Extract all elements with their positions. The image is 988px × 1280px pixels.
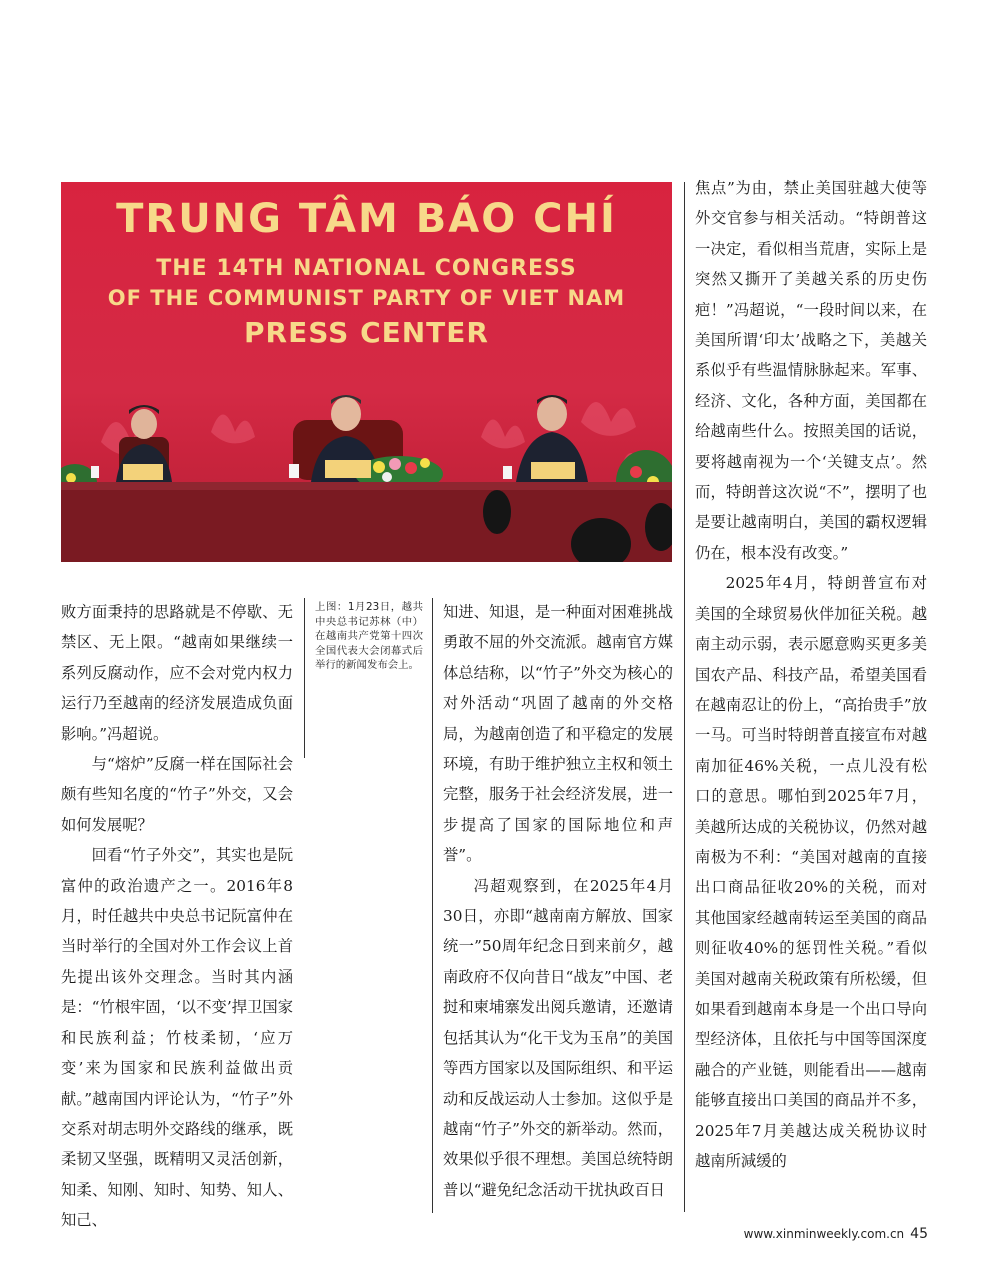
paragraph: 焦点”为由，禁止美国驻越大使等外交官参与相关活动。“特朗普这一决定，看似相当荒唐，实际上是突然又撕开了美越关系的历史伤疤！”冯超说，“一段时间以来，在美国所谓‘印太’战略之下，美越关系似乎有些温情脉脉起来。军事、经济、文化，各种方面，美国都在给越南些什么。按照美国的话说，要将越南视为一个‘关键支点’。然而，特朗普这次说“不”，摆明了也是要让越南明白，美国的霸权逻辑仍在，根本没有改变。” — [695, 179, 927, 562]
paragraph: 与“熔炉”反腐一样在国际社会颇有些知名度的“竹子”外交，又会如何发展呢？ — [61, 755, 293, 834]
caption-rule-left — [304, 598, 305, 758]
banner-press-center: PRESS CENTER — [244, 316, 489, 349]
paragraph: 知进、知退，是一种面对困难挑战勇敢不屈的外交流派。越南官方媒体总结称，以“竹子”外交为核心的对外活动“巩固了越南的外交格局，为越南创造了和平稳定的发展环境，有助于维护独立主权和领土完整，服务于社会经济发展，进一步提高了国家的国际地位和声誉”。 — [443, 603, 673, 865]
banner-party-line: OF THE COMMUNIST PARTY OF VIET NAM — [107, 286, 626, 310]
photo-caption: 上图：1月23日，越共中央总书记苏林（中）在越南共产党第十四次全国代表大会闭幕式后举行的新闻发布会上。 — [315, 601, 423, 672]
nameplate — [123, 464, 163, 480]
text-column-1 — [61, 597, 293, 1236]
text-column-3 — [695, 173, 927, 1176]
nameplate — [325, 460, 371, 478]
page-number: 45 — [910, 1226, 928, 1242]
banner-congress-line: THE 14TH NATIONAL CONGRESS — [156, 256, 577, 281]
paragraph: 回看“竹子外交”，其实也是阮富仲的政治遗产之一。2016年8月，时任越共中央总书记阮富仲在当时举行的全国对外工作会议上首先提出该外交理念。当时其内涵是：“竹根牢固，‘以不变’捍卫国家和民族利益；竹枝柔韧，‘应万变’来为国家和民族利益做出贡献。”越南国内评论认为，“竹子”外交系对胡志明外交路线的继承，既柔韧又坚强，既精明又灵活创新，知柔、知刚、知时、知势、知人、知己、 — [61, 846, 293, 1230]
paragraph: 败方面秉持的思路就是不停歇、无禁区、无上限。“越南如果继续一系列反腐动作，应不会对党内权力运行乃至越南的经济发展造成负面影响。”冯超说。 — [61, 603, 293, 743]
page-footer — [744, 1226, 928, 1242]
footer-url: www.xinminweekly.com.cn — [743, 1227, 905, 1241]
press-conference-photo — [61, 182, 672, 562]
paragraph: 冯超观察到，在2025年4月30日，亦即“越南南方解放、国家统一”50周年纪念日到来前夕，越南政府不仅向昔日“战友”中国、老挝和柬埔寨发出阅兵邀请，还邀请包括其认为“化干戈为玉帛”的美国等西方国家以及国际组织、和平运动和反战运动人士参加。这似乎是越南“竹子”外交的新举动。然而，效果似乎很不理想。美国总统特朗普以“避免纪念活动干扰执政百日 — [443, 876, 673, 1199]
paragraph: 2025年4月，特朗普宣布对美国的全球贸易伙伴加征关税。越南主动示弱，表示愿意购买更多美国农产品、科技产品，希望美国看在越南忍让的份上，“高抬贵手”放一马。可当时特朗普直接宣布对越南加征46%关税，一点儿没有松口的意思。哪怕到2025年7月，美越所达成的关税协议，仍然对越南极为不利：“美国对越南的直接出口商品征收20%的关税，而对其他国家经越南转运至美国的商品则征收40%的惩罚性关税。”看似美国对越南关税政策有所松缓，但如果看到越南本身是一个出口导向型经济体，且依托与中国等国深度融合的产业链，则能看出——越南能够直接出口美国的商品并不多，2025年7月美越达成关税协议时越南所減缓的 — [695, 574, 927, 1170]
banner-title-vietnamese: TRUNG TÂM BÁO CHÍ — [116, 196, 617, 242]
nameplate — [531, 462, 575, 479]
column-rule — [684, 182, 685, 1212]
text-column-2 — [443, 597, 673, 1205]
column-rule — [432, 598, 433, 1213]
